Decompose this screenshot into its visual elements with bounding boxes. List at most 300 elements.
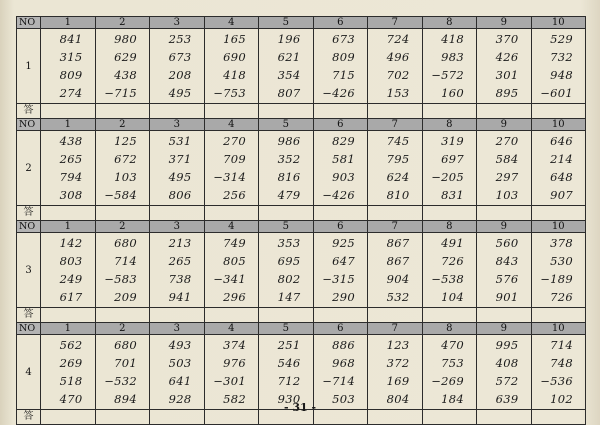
column-number-header: 7 bbox=[368, 323, 423, 335]
answer-cell[interactable] bbox=[422, 104, 477, 119]
handwritten-number: 802 bbox=[277, 272, 301, 286]
handwritten-number: 690 bbox=[223, 50, 246, 64]
handwritten-number: −189 bbox=[540, 272, 573, 286]
number-column bbox=[532, 335, 586, 408]
problem-cell bbox=[531, 29, 586, 104]
handwritten-number: 290 bbox=[332, 290, 355, 304]
handwritten-number: 829 bbox=[332, 134, 355, 148]
handwritten-number: 372 bbox=[386, 356, 410, 370]
handwritten-number: 562 bbox=[59, 338, 83, 352]
handwritten-number: 582 bbox=[223, 392, 246, 406]
answer-label: 答 bbox=[17, 410, 41, 425]
number-column bbox=[477, 29, 531, 102]
column-number-header: 4 bbox=[204, 17, 259, 29]
handwritten-number: 418 bbox=[223, 68, 246, 82]
answer-cell[interactable] bbox=[422, 308, 477, 323]
handwritten-number: 408 bbox=[495, 356, 519, 370]
handwritten-number: 581 bbox=[332, 152, 355, 166]
handwritten-number: 621 bbox=[277, 50, 301, 64]
handwritten-number: 867 bbox=[386, 254, 410, 268]
column-number-header: 9 bbox=[477, 221, 532, 233]
handwritten-number: −572 bbox=[431, 68, 464, 82]
problem-cell bbox=[95, 233, 150, 308]
problem-cell bbox=[313, 29, 368, 104]
handwritten-number: 843 bbox=[495, 254, 519, 268]
answer-cell[interactable] bbox=[313, 308, 368, 323]
handwritten-number: −314 bbox=[213, 170, 246, 184]
handwritten-number: 680 bbox=[114, 338, 137, 352]
handwritten-number: −583 bbox=[104, 272, 137, 286]
handwritten-number: 503 bbox=[168, 356, 192, 370]
answer-row bbox=[17, 308, 586, 323]
column-number-header: 8 bbox=[422, 17, 477, 29]
answer-cell[interactable] bbox=[95, 206, 150, 221]
number-column bbox=[205, 233, 259, 306]
handwritten-number: 867 bbox=[386, 236, 410, 250]
number-column bbox=[205, 131, 259, 204]
handwritten-number: 518 bbox=[59, 374, 83, 388]
problem-cell bbox=[259, 335, 314, 410]
answer-cell[interactable] bbox=[41, 308, 96, 323]
number-column bbox=[423, 29, 477, 102]
number-column bbox=[96, 335, 150, 408]
number-column bbox=[532, 233, 586, 306]
column-number-header: 1 bbox=[41, 119, 96, 131]
handwritten-number: 253 bbox=[168, 32, 192, 46]
answer-row bbox=[17, 104, 586, 119]
handwritten-number: 426 bbox=[495, 50, 519, 64]
handwritten-number: −715 bbox=[104, 86, 137, 100]
handwritten-number: 726 bbox=[441, 254, 464, 268]
handwritten-number: −301 bbox=[213, 374, 246, 388]
answer-cell[interactable] bbox=[368, 308, 423, 323]
answer-cell[interactable] bbox=[204, 308, 259, 323]
handwritten-number: 297 bbox=[495, 170, 519, 184]
handwritten-number: 265 bbox=[59, 152, 83, 166]
handwritten-number: −538 bbox=[431, 272, 464, 286]
problem-cell bbox=[477, 29, 532, 104]
problem-cell bbox=[313, 335, 368, 410]
handwritten-number: 941 bbox=[168, 290, 192, 304]
handwritten-number: 894 bbox=[114, 392, 137, 406]
problem-cell bbox=[41, 335, 96, 410]
handwritten-number: 695 bbox=[277, 254, 301, 268]
handwritten-number: 673 bbox=[332, 32, 355, 46]
handwritten-number: 153 bbox=[386, 86, 410, 100]
handwritten-number: 806 bbox=[168, 188, 192, 202]
problem-cell bbox=[422, 233, 477, 308]
column-number-header: 5 bbox=[259, 323, 314, 335]
handwritten-number: 794 bbox=[59, 170, 83, 184]
column-number-header: 4 bbox=[204, 221, 259, 233]
answer-cell[interactable] bbox=[204, 206, 259, 221]
answer-cell[interactable] bbox=[531, 104, 586, 119]
handwritten-number: 928 bbox=[168, 392, 192, 406]
column-number-header: 3 bbox=[150, 221, 205, 233]
handwritten-number: 470 bbox=[59, 392, 83, 406]
handwritten-number: 646 bbox=[550, 134, 573, 148]
number-column bbox=[150, 29, 204, 102]
handwritten-number: 438 bbox=[114, 68, 137, 82]
handwritten-number: 904 bbox=[386, 272, 410, 286]
handwritten-number: 629 bbox=[114, 50, 137, 64]
column-number-header: 6 bbox=[313, 17, 368, 29]
handwritten-number: 208 bbox=[168, 68, 192, 82]
number-column bbox=[314, 233, 368, 306]
number-column bbox=[477, 233, 531, 306]
handwritten-number: 496 bbox=[386, 50, 410, 64]
answer-cell[interactable] bbox=[477, 104, 532, 119]
handwritten-number: 495 bbox=[168, 170, 192, 184]
handwritten-number: 353 bbox=[277, 236, 301, 250]
handwritten-number: 493 bbox=[168, 338, 192, 352]
answer-cell[interactable] bbox=[531, 308, 586, 323]
answer-cell[interactable] bbox=[259, 308, 314, 323]
handwritten-number: 104 bbox=[441, 290, 464, 304]
column-number-header: 10 bbox=[531, 119, 586, 131]
handwritten-number: −426 bbox=[322, 86, 355, 100]
column-number-header: 5 bbox=[259, 221, 314, 233]
number-column bbox=[96, 29, 150, 102]
number-column bbox=[150, 335, 204, 408]
problem-row bbox=[17, 335, 586, 410]
column-number-header: 7 bbox=[368, 221, 423, 233]
no-header: NO bbox=[17, 17, 41, 29]
answer-cell[interactable] bbox=[150, 104, 205, 119]
problem-cell bbox=[259, 131, 314, 206]
handwritten-number: 532 bbox=[386, 290, 410, 304]
handwritten-number: 648 bbox=[550, 170, 573, 184]
handwritten-number: 169 bbox=[386, 374, 410, 388]
number-column bbox=[259, 335, 313, 408]
handwritten-number: −714 bbox=[322, 374, 355, 388]
handwritten-number: 165 bbox=[223, 32, 246, 46]
handwritten-number: 907 bbox=[550, 188, 573, 202]
handwritten-number: −532 bbox=[104, 374, 137, 388]
number-column bbox=[96, 233, 150, 306]
problem-cell bbox=[477, 131, 532, 206]
number-column bbox=[532, 131, 586, 204]
handwritten-number: 738 bbox=[168, 272, 192, 286]
number-column bbox=[423, 131, 477, 204]
handwritten-number: 123 bbox=[386, 338, 410, 352]
handwritten-number: 714 bbox=[114, 254, 137, 268]
problem-cell bbox=[531, 233, 586, 308]
handwritten-number: 901 bbox=[495, 290, 519, 304]
answer-cell[interactable] bbox=[150, 206, 205, 221]
handwritten-number: 753 bbox=[441, 356, 464, 370]
answer-label: 答 bbox=[17, 308, 41, 323]
handwritten-number: 296 bbox=[223, 290, 246, 304]
handwritten-number: 697 bbox=[441, 152, 464, 166]
number-column bbox=[314, 335, 368, 408]
column-number-header: 4 bbox=[204, 119, 259, 131]
number-column bbox=[96, 131, 150, 204]
handwritten-number: 732 bbox=[550, 50, 573, 64]
handwritten-number: 805 bbox=[223, 254, 246, 268]
handwritten-number: 102 bbox=[550, 392, 573, 406]
column-number-header: 2 bbox=[95, 221, 150, 233]
handwritten-number: 976 bbox=[223, 356, 246, 370]
answer-cell[interactable] bbox=[313, 104, 368, 119]
problem-cell bbox=[95, 335, 150, 410]
problem-cell bbox=[368, 233, 423, 308]
practice-table bbox=[16, 16, 586, 425]
handwritten-number: 531 bbox=[168, 134, 192, 148]
answer-cell[interactable] bbox=[368, 104, 423, 119]
column-number-header: 8 bbox=[422, 221, 477, 233]
problem-cell bbox=[150, 29, 205, 104]
answer-cell[interactable] bbox=[95, 104, 150, 119]
number-column bbox=[41, 29, 95, 102]
no-header: NO bbox=[17, 119, 41, 131]
number-column bbox=[368, 131, 422, 204]
answer-cell[interactable] bbox=[150, 308, 205, 323]
handwritten-number: 641 bbox=[168, 374, 192, 388]
handwritten-number: 810 bbox=[386, 188, 410, 202]
section-number: 3 bbox=[17, 233, 41, 308]
answer-cell[interactable] bbox=[95, 308, 150, 323]
handwritten-number: 673 bbox=[168, 50, 192, 64]
section-header-row bbox=[17, 221, 586, 233]
problem-cell bbox=[368, 335, 423, 410]
number-column bbox=[205, 29, 259, 102]
problem-cell bbox=[150, 335, 205, 410]
handwritten-number: −315 bbox=[322, 272, 355, 286]
handwritten-number: −536 bbox=[540, 374, 573, 388]
handwritten-number: 495 bbox=[168, 86, 192, 100]
number-column bbox=[368, 233, 422, 306]
column-number-header: 9 bbox=[477, 119, 532, 131]
column-number-header: 8 bbox=[422, 119, 477, 131]
handwritten-number: 371 bbox=[168, 152, 192, 166]
handwritten-number: 983 bbox=[441, 50, 464, 64]
section-number: 2 bbox=[17, 131, 41, 206]
problem-cell bbox=[368, 131, 423, 206]
answer-label: 答 bbox=[17, 104, 41, 119]
handwritten-number: 709 bbox=[223, 152, 246, 166]
number-column bbox=[314, 131, 368, 204]
column-number-header: 5 bbox=[259, 17, 314, 29]
number-column bbox=[41, 335, 95, 408]
column-number-header: 1 bbox=[41, 221, 96, 233]
column-number-header: 6 bbox=[313, 323, 368, 335]
answer-cell[interactable] bbox=[477, 206, 532, 221]
handwritten-number: −426 bbox=[322, 188, 355, 202]
problem-cell bbox=[41, 233, 96, 308]
no-header: NO bbox=[17, 323, 41, 335]
handwritten-number: 546 bbox=[277, 356, 301, 370]
problem-cell bbox=[204, 233, 259, 308]
handwritten-number: 809 bbox=[59, 68, 83, 82]
problem-cell bbox=[204, 335, 259, 410]
number-column bbox=[150, 233, 204, 306]
problem-row bbox=[17, 131, 586, 206]
answer-cell[interactable] bbox=[422, 206, 477, 221]
handwritten-number: 370 bbox=[495, 32, 519, 46]
handwritten-number: 639 bbox=[495, 392, 519, 406]
handwritten-number: 378 bbox=[550, 236, 573, 250]
handwritten-number: 724 bbox=[386, 32, 410, 46]
handwritten-number: 308 bbox=[59, 188, 83, 202]
answer-cell[interactable] bbox=[204, 104, 259, 119]
handwritten-number: 256 bbox=[223, 188, 246, 202]
problem-cell bbox=[41, 131, 96, 206]
handwritten-number: 748 bbox=[550, 356, 573, 370]
problem-cell bbox=[531, 131, 586, 206]
problem-cell bbox=[150, 131, 205, 206]
handwritten-number: 529 bbox=[550, 32, 573, 46]
column-number-header: 9 bbox=[477, 17, 532, 29]
column-number-header: 8 bbox=[422, 323, 477, 335]
handwritten-number: 274 bbox=[59, 86, 83, 100]
handwritten-number: 572 bbox=[495, 374, 519, 388]
handwritten-number: 125 bbox=[114, 134, 137, 148]
problem-row bbox=[17, 233, 586, 308]
problem-cell bbox=[422, 335, 477, 410]
number-column bbox=[150, 131, 204, 204]
handwritten-number: 672 bbox=[114, 152, 137, 166]
column-number-header: 3 bbox=[150, 323, 205, 335]
column-number-header: 2 bbox=[95, 119, 150, 131]
handwritten-number: 249 bbox=[59, 272, 83, 286]
problem-cell bbox=[204, 131, 259, 206]
answer-cell[interactable] bbox=[41, 104, 96, 119]
column-number-header: 6 bbox=[313, 119, 368, 131]
handwritten-number: 617 bbox=[59, 290, 83, 304]
handwritten-number: 714 bbox=[550, 338, 573, 352]
handwritten-number: 147 bbox=[277, 290, 301, 304]
handwritten-number: 995 bbox=[495, 338, 519, 352]
handwritten-number: 560 bbox=[495, 236, 519, 250]
column-number-header: 1 bbox=[41, 323, 96, 335]
handwritten-number: 209 bbox=[114, 290, 137, 304]
handwritten-number: 251 bbox=[277, 338, 301, 352]
handwritten-number: 841 bbox=[59, 32, 83, 46]
handwritten-number: 804 bbox=[386, 392, 410, 406]
handwritten-number: 809 bbox=[332, 50, 355, 64]
column-number-header: 2 bbox=[95, 17, 150, 29]
column-number-header: 7 bbox=[368, 17, 423, 29]
handwritten-number: 930 bbox=[277, 392, 301, 406]
handwritten-number: 831 bbox=[441, 188, 464, 202]
answer-cell[interactable] bbox=[477, 308, 532, 323]
number-column bbox=[423, 233, 477, 306]
handwritten-number: 103 bbox=[114, 170, 137, 184]
section-header-row bbox=[17, 119, 586, 131]
handwritten-number: 270 bbox=[495, 134, 519, 148]
column-number-header: 1 bbox=[41, 17, 96, 29]
handwritten-number: 265 bbox=[168, 254, 192, 268]
handwritten-number: −753 bbox=[213, 86, 246, 100]
answer-label: 答 bbox=[17, 206, 41, 221]
number-column bbox=[368, 29, 422, 102]
handwritten-number: 196 bbox=[277, 32, 301, 46]
column-number-header: 3 bbox=[150, 17, 205, 29]
problem-cell bbox=[477, 335, 532, 410]
answer-cell[interactable] bbox=[368, 206, 423, 221]
handwritten-number: 214 bbox=[550, 152, 573, 166]
handwritten-number: 503 bbox=[332, 392, 355, 406]
problem-cell bbox=[41, 29, 96, 104]
section-header-row bbox=[17, 17, 586, 29]
handwritten-number: 184 bbox=[441, 392, 464, 406]
number-column bbox=[423, 335, 477, 408]
handwritten-number: 980 bbox=[114, 32, 137, 46]
handwritten-number: −601 bbox=[540, 86, 573, 100]
handwritten-number: 584 bbox=[495, 152, 519, 166]
handwritten-number: 715 bbox=[332, 68, 355, 82]
problem-cell bbox=[477, 233, 532, 308]
handwritten-number: 269 bbox=[59, 356, 83, 370]
handwritten-number: 968 bbox=[332, 356, 355, 370]
answer-cell[interactable] bbox=[259, 104, 314, 119]
handwritten-number: 374 bbox=[223, 338, 246, 352]
answer-cell[interactable] bbox=[259, 206, 314, 221]
column-number-header: 7 bbox=[368, 119, 423, 131]
handwritten-number: 816 bbox=[277, 170, 301, 184]
problem-cell bbox=[313, 233, 368, 308]
column-number-header: 6 bbox=[313, 221, 368, 233]
handwritten-number: 795 bbox=[386, 152, 410, 166]
problem-row bbox=[17, 29, 586, 104]
handwritten-number: −269 bbox=[431, 374, 464, 388]
answer-row bbox=[17, 206, 586, 221]
column-number-header: 10 bbox=[531, 221, 586, 233]
handwritten-number: 701 bbox=[114, 356, 137, 370]
handwritten-number: 807 bbox=[277, 86, 301, 100]
problem-cell bbox=[313, 131, 368, 206]
page-number: - 31 - bbox=[283, 401, 317, 414]
handwritten-number: 479 bbox=[277, 188, 301, 202]
handwritten-number: 354 bbox=[277, 68, 301, 82]
no-header: NO bbox=[17, 221, 41, 233]
number-column bbox=[368, 335, 422, 408]
column-number-header: 2 bbox=[95, 323, 150, 335]
number-column bbox=[477, 335, 531, 408]
handwritten-number: 103 bbox=[495, 188, 519, 202]
column-number-header: 3 bbox=[150, 119, 205, 131]
handwritten-number: 301 bbox=[495, 68, 519, 82]
number-column bbox=[41, 131, 95, 204]
number-column bbox=[259, 233, 313, 306]
problem-cell bbox=[422, 29, 477, 104]
problem-cell bbox=[95, 131, 150, 206]
handwritten-number: 749 bbox=[223, 236, 246, 250]
number-column bbox=[205, 335, 259, 408]
handwritten-number: 352 bbox=[277, 152, 301, 166]
handwritten-number: 213 bbox=[168, 236, 192, 250]
column-number-header: 10 bbox=[531, 17, 586, 29]
handwritten-number: 647 bbox=[332, 254, 355, 268]
problem-cell bbox=[95, 29, 150, 104]
handwritten-number: 702 bbox=[386, 68, 410, 82]
handwritten-number: 948 bbox=[550, 68, 573, 82]
number-column bbox=[314, 29, 368, 102]
handwritten-number: 418 bbox=[441, 32, 464, 46]
problem-cell bbox=[150, 233, 205, 308]
answer-cell[interactable] bbox=[313, 206, 368, 221]
column-number-header: 5 bbox=[259, 119, 314, 131]
handwritten-number: 712 bbox=[277, 374, 301, 388]
number-column bbox=[259, 29, 313, 102]
answer-cell[interactable] bbox=[531, 206, 586, 221]
answer-cell[interactable] bbox=[41, 206, 96, 221]
problem-cell bbox=[368, 29, 423, 104]
handwritten-number: 142 bbox=[59, 236, 83, 250]
handwritten-number: 986 bbox=[277, 134, 301, 148]
problem-cell bbox=[259, 233, 314, 308]
